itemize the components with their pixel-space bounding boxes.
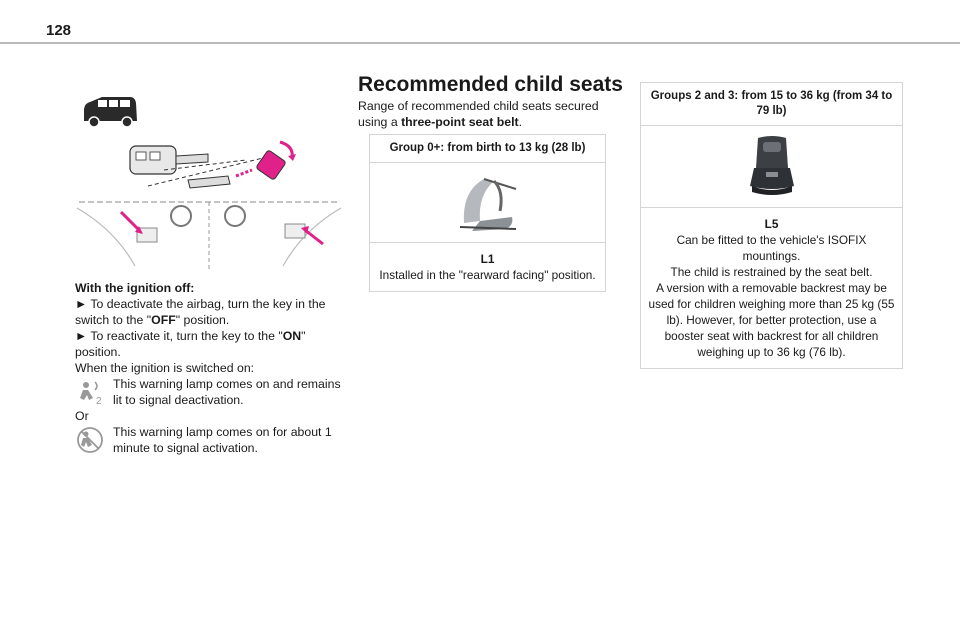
group23-line-belt: The child is restrained by the seat belt.: [670, 265, 873, 279]
airbag-off-warning-icon: [75, 378, 105, 406]
page-number: 128: [46, 22, 72, 39]
booster-seat-image: [746, 134, 798, 200]
group0-seat-table: [369, 134, 606, 292]
rearward-seat-image: [454, 171, 522, 235]
group23-code: L5: [764, 217, 779, 231]
section-title: Recommended child seats: [358, 73, 623, 96]
airbag-instructions: [75, 280, 343, 456]
key-switch-illustration: [128, 136, 306, 200]
ignition-on-text: When the ignition is switched on:: [75, 361, 255, 375]
group23-seat-table: [640, 82, 903, 369]
group0-image-cell: [370, 163, 605, 243]
airbag-warning-icon: [75, 426, 105, 454]
group23-image-cell: [641, 126, 902, 208]
group23-line-isofix: Can be fitted to the vehicle's ISOFIX mountings.: [676, 233, 867, 263]
group23-line-backrest: A version with a removable backrest may be used for children weighing more than 25 kg (55 lb). However, for better protection, use a booster seat with backrest for all children weighing up to 36 kg (76 lb).: [648, 281, 895, 359]
group0-code: L1: [480, 252, 495, 266]
or-text: Or: [75, 409, 89, 423]
header-rule: [0, 42, 960, 44]
deactivate-step: ► To deactivate the airbag, turn the key in the switch to the "OFF" position.: [75, 297, 326, 327]
reactivate-step: ► To reactivate it, turn the key to the "ON" position.: [75, 329, 306, 359]
group0-text: Installed in the "rearward facing" position.: [379, 268, 596, 282]
group23-header: Groups 2 and 3: from 15 to 36 kg (from 34 to 79 lb): [641, 83, 902, 126]
dashboard-illustration: [75, 200, 343, 272]
lamp-on-row: This warning lamp comes on for about 1 minute to signal activation.: [75, 424, 343, 456]
svg-text:2: 2: [96, 396, 102, 406]
ignition-off-heading: With the ignition off:: [75, 281, 195, 295]
vehicle-illustration: [80, 95, 140, 129]
group0-header: Group 0+: from birth to 13 kg (28 lb): [370, 135, 605, 163]
group0-description: [370, 243, 605, 291]
section-intro: Range of recommended child seats secured using a three-point seat belt.: [358, 99, 599, 129]
group23-description: [641, 208, 902, 368]
lamp-off-row: 2 This warning lamp comes on and remains lit to signal deactivation.: [75, 376, 343, 408]
